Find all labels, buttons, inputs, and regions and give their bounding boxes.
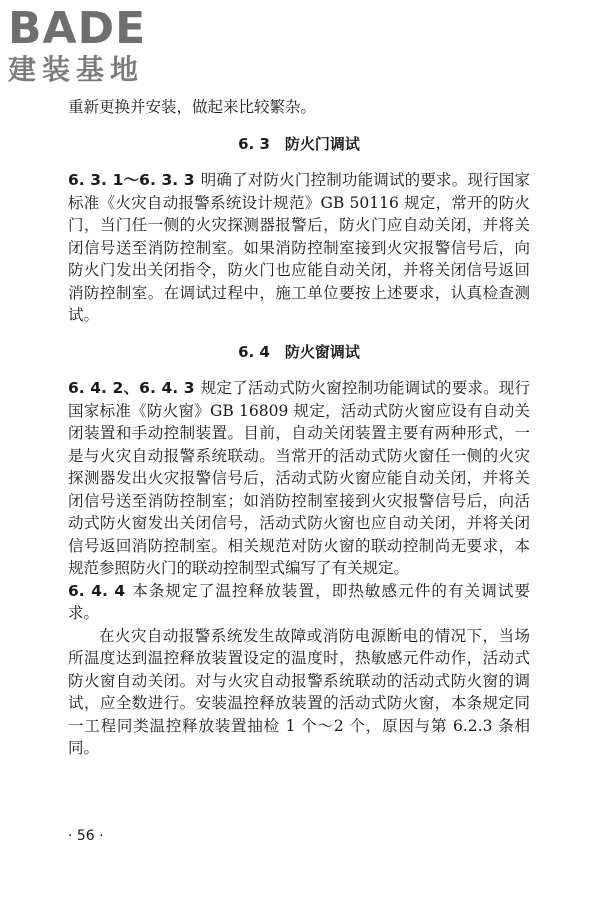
clause-6-3-1	[68, 169, 530, 327]
page-number: · 56 ·	[68, 828, 104, 844]
clause-6-4-2	[68, 377, 530, 580]
clause-number: 6. 4. 4	[68, 581, 126, 600]
logo-wordmark: BADE	[8, 3, 147, 54]
explanation-paragraph: 在火灾自动报警系统发生故障或消防电源断电的情况下，当场所温度达到温控释放装置设定的温度时，热敏感元件动作，活动式防火窗自动关闭。对与火灾自动报警系统联动的活动式防火窗的调试，应全数进行。安装温控释放装置的活动式防火窗，本条规定同一工程同类温控释放装置抽检 1 个～2 个，原因与第 6.2.3 条相同。	[68, 626, 530, 757]
section-heading-6-3: 6. 3 防火门调试	[238, 134, 360, 153]
section-heading-6-4: 6. 4 防火窗调试	[238, 342, 360, 361]
clause-text: 明确了对防火门控制功能调试的要求。现行国家标准《火灾自动报警系统设计规范》GB 50116 规定，常开的防火门，当门任一侧的火灾探测器报警后，防火门应自动关闭，并将关闭信号送至消防控制室。如果消防控制室接到火灾报警信号后，向防火门发出关闭指令，防火门也应能自动关闭，并将关闭信号返回消防控制室。在调试过程中，施工单位要按上述要求，认真检查测试。	[68, 171, 530, 324]
clause-text: 本条规定了温控释放装置，即热敏感元件的有关调试要求。	[68, 581, 530, 622]
logo-chinese-text: 建装基地	[8, 53, 145, 86]
document-body	[68, 96, 530, 760]
clause-6-4-4	[68, 580, 530, 625]
clause-number: 6. 3. 1～6. 3. 3	[68, 171, 195, 189]
clause-number: 6. 4. 2、6. 4. 3	[68, 379, 195, 397]
logo	[8, 3, 178, 86]
continuation-paragraph: 重新更换并安装，做起来比较繁杂。	[68, 98, 317, 116]
clause-text: 规定了活动式防火窗控制功能调试的要求。现行国家标准《防火窗》GB 16809 规定，活动式防火窗应设有自动关闭装置和手动控制装置。目前，自动关闭装置主要有两种形式，一是与火灾自动报警系统联动。当常开的活动式防火窗任一侧的火灾探测器发出火灾报警信号后，活动式防火窗应能自动关闭，并将关闭信号送至消防控制室；如消防控制室接到火灾报警信号后，向活动式防火窗发出关闭信号，活动式防火窗也应自动关闭，并将关闭信号返回消防控制室。相关规范对防火窗的联动控制尚无要求，本规范参照防火门的联动控制型式编写了有关规定。	[68, 379, 530, 577]
